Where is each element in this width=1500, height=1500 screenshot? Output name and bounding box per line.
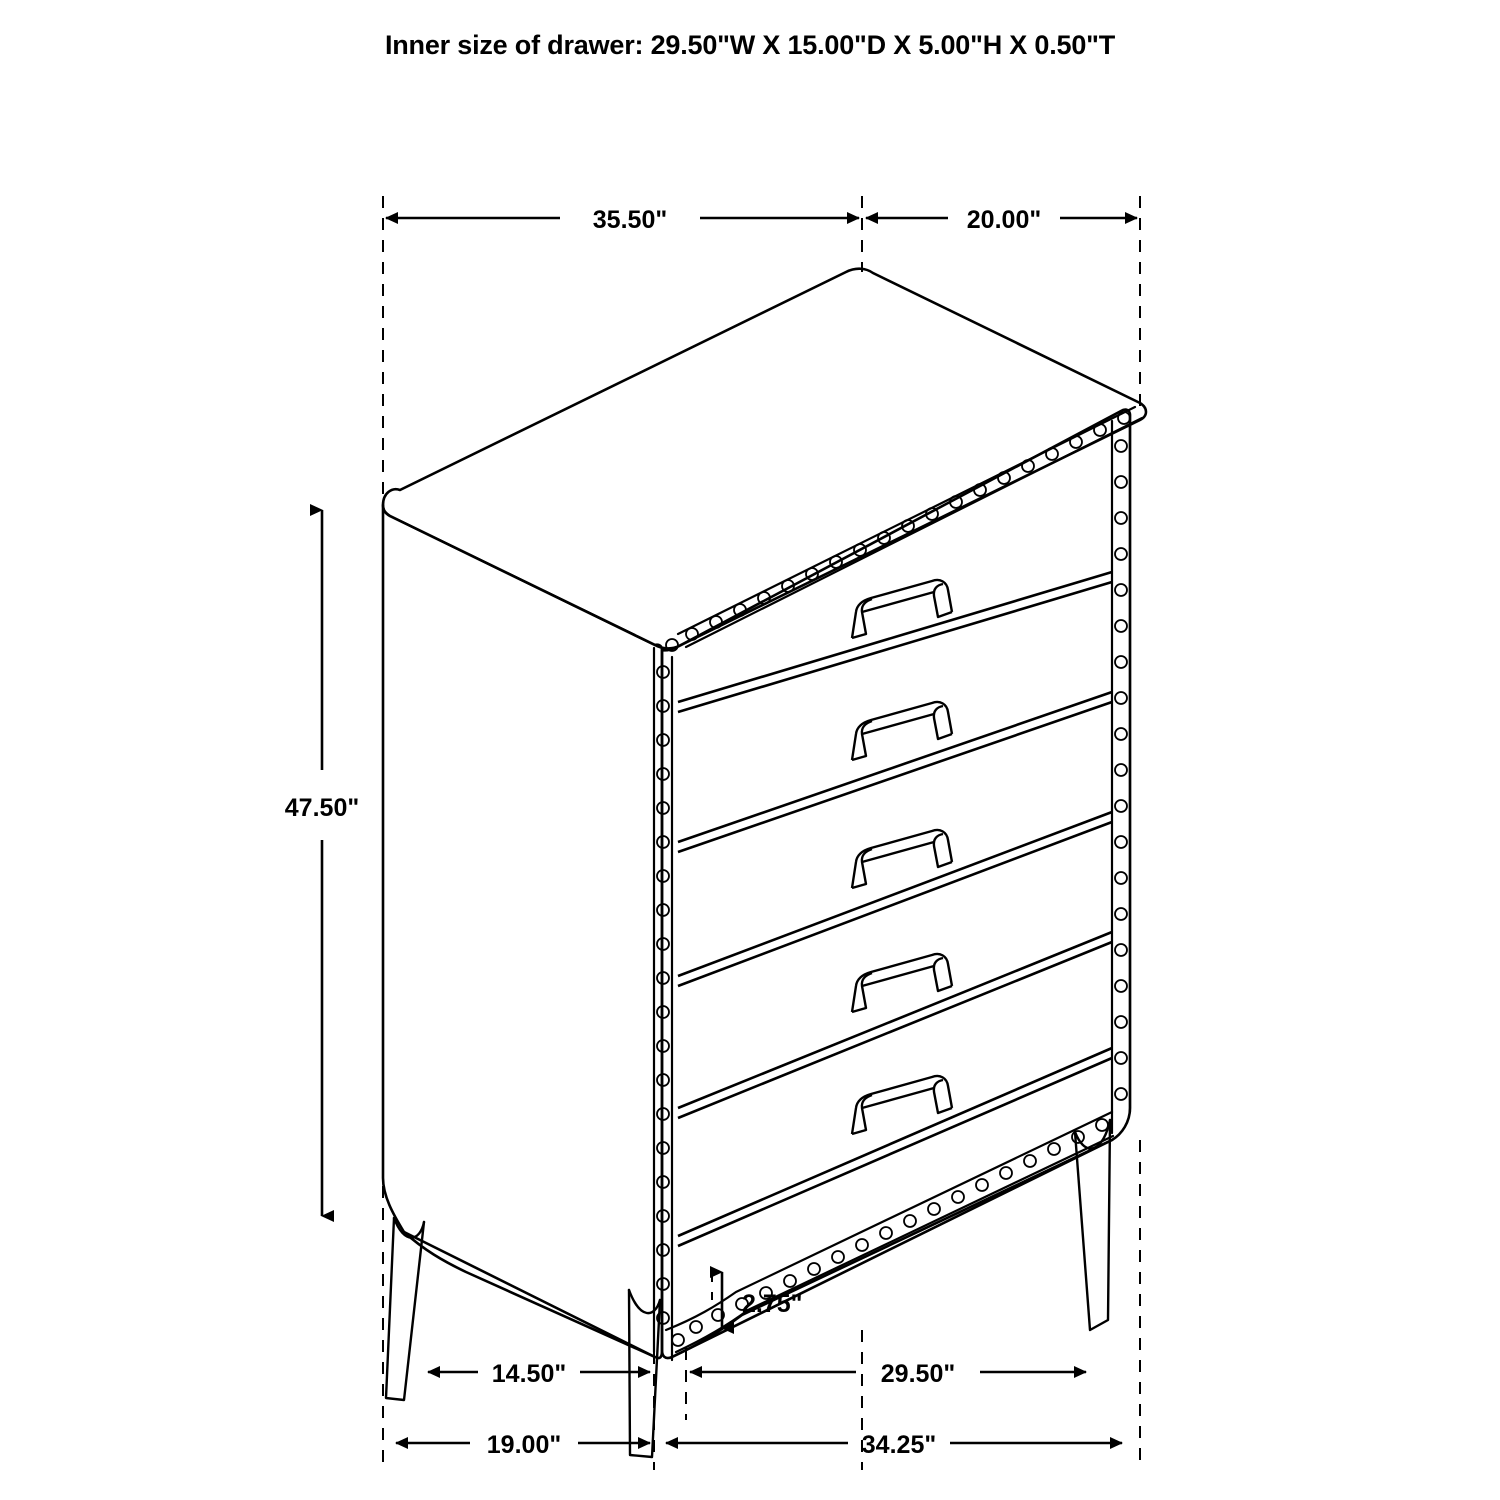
dim-label-base-left-depth: 14.50" — [491, 1360, 567, 1388]
drawer-divider-4b — [678, 942, 1112, 1118]
drawer-divider-3 — [678, 812, 1112, 976]
drawer-handle-1 — [852, 580, 952, 638]
dim-label-base-front-width: 29.50" — [880, 1360, 956, 1388]
dim-label-overall-width: 34.25" — [861, 1431, 937, 1459]
drawer-divider-4 — [678, 932, 1112, 1108]
dim-label-top-width: 35.50" — [592, 206, 668, 234]
nailhead-studs-top — [666, 412, 1130, 651]
nailhead-trim-bottom-front — [666, 1112, 1113, 1352]
nailhead-studs-right — [1115, 440, 1127, 1100]
dim-label-leg-height: 2.75" — [742, 1290, 803, 1318]
nailhead-trim-right-vertical — [1112, 414, 1130, 1133]
dim-label-overall-depth: 19.00" — [486, 1431, 562, 1459]
drawer-handle-5 — [852, 1076, 952, 1134]
page-title: Inner size of drawer: 29.50"W X 15.00"D X 5.00"H X 0.50"T — [384, 30, 1116, 60]
drawer-fronts — [678, 572, 1112, 1246]
chest-left-side-panel — [383, 505, 662, 1358]
leg-front — [629, 1290, 660, 1457]
drawer-divider-3b — [678, 822, 1112, 986]
dim-label-height: 47.50" — [284, 794, 360, 822]
dim-label-top-depth: 20.00" — [966, 206, 1042, 234]
